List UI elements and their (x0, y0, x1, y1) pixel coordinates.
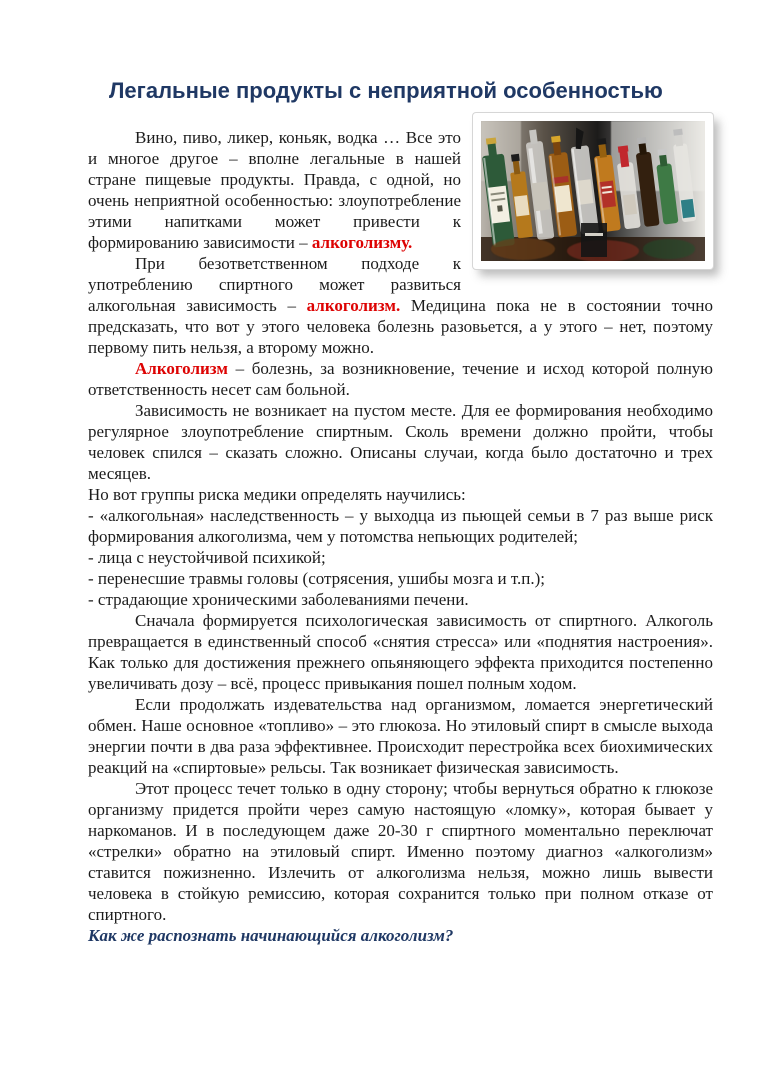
risk-group-item: - лица с неустойчивой психикой; (88, 548, 326, 567)
risk-group-item: - страдающие хроническими заболеваниями печени. (88, 590, 469, 609)
highlight-alcoholism: алкоголизму. (311, 233, 413, 252)
paragraph-psychological: Сначала формируется психологическая зависимость от спиртного. Алкоголь превращается в единственный способ «снятия стресса» или «поднятия настроения». Как только для достижения прежнего опьяняющего эффекта приходится постепенно увеличивать дозу – всё, процесс привыкания пошел полным ходом. (88, 611, 713, 693)
question-heading: Как же распознать начинающийся алкоголизм? (88, 926, 454, 945)
highlight-alcoholism: Алкоголизм (135, 359, 228, 378)
text-run: Вино, пиво, ликер, коньяк, водка … Все это и многое другое – вполне легальные в нашей стране пищевые продукты. Правда, с одной, но очень неприятной особенностью: злоупотребление этими напитками может привести к формированию зависимости – (88, 128, 461, 252)
paragraph-one-way: Этот процесс течет только в одну сторону; чтобы вернуться обратно к глюкозе организму придется пройти через самую настоящую «ломку», которая бывает у наркоманов. И в последующем даже 20-30 г спиртного моментально переключат «стрелки» обратно на этиловый спирт. Именно поэтому диагноз «алкоголизм» ставится пожизненно. Излечить от алкоголизма нельзя, можно лишь вывести человека в стойкую ремиссию, которая сохранится только при полном отказе от спиртного. (88, 779, 713, 924)
risk-group-item: - «алкогольная» наследственность – у выходца из пьющей семьи в 7 раз выше риск формирования алкоголизма, чем у потомства непьющих родителей; (88, 506, 713, 546)
highlight-alcoholism: алкоголизм. (306, 296, 401, 315)
risk-groups-intro: Но вот группы риска медики определять научились: (88, 485, 466, 504)
paragraph-energy: Если продолжать издевательства над организмом, ломается энергетический обмен. Наше основное «топливо» – это глюкоза. Но этиловый спирт в смысле выхода энергии почти в два раза эффективнее. Происходит перестройка всех биохимических реакций на «спиртовые» рельсы. Так возникает физическая зависимость. (88, 695, 713, 777)
document-body (88, 127, 713, 946)
document-title: Легальные продукты с неприятной особенностью (109, 78, 663, 103)
paragraph-formation: Зависимость не возникает на пустом месте. Для ее формирования необходимо регулярное злоупотребление спиртным. Сколь времени должно пройти, чтобы человек спился – сказать сложно. Описаны случаи, когда было достаточно и трех месяцев. (88, 401, 713, 483)
text-run: При безответственном подходе к употреблению спиртного может развиться алкогольная зависимость – (88, 254, 461, 315)
bottles-illustration (481, 121, 705, 261)
alcohol-bottles-photo (473, 113, 713, 269)
risk-group-item: - перенесшие травмы головы (сотрясения, ушибы мозга и т.п.); (88, 569, 546, 588)
paragraph-definition (88, 358, 713, 400)
text-run: – болезнь, за возникновение, течение и исход которой полную ответственность несет сам больной. (88, 359, 713, 399)
text-run: Медицина пока не в состоянии точно предсказать, что вот у этого человека болезнь разовьется, а у этого – нет, поэтому первому пить нельзя, а второму можно. (88, 296, 713, 357)
